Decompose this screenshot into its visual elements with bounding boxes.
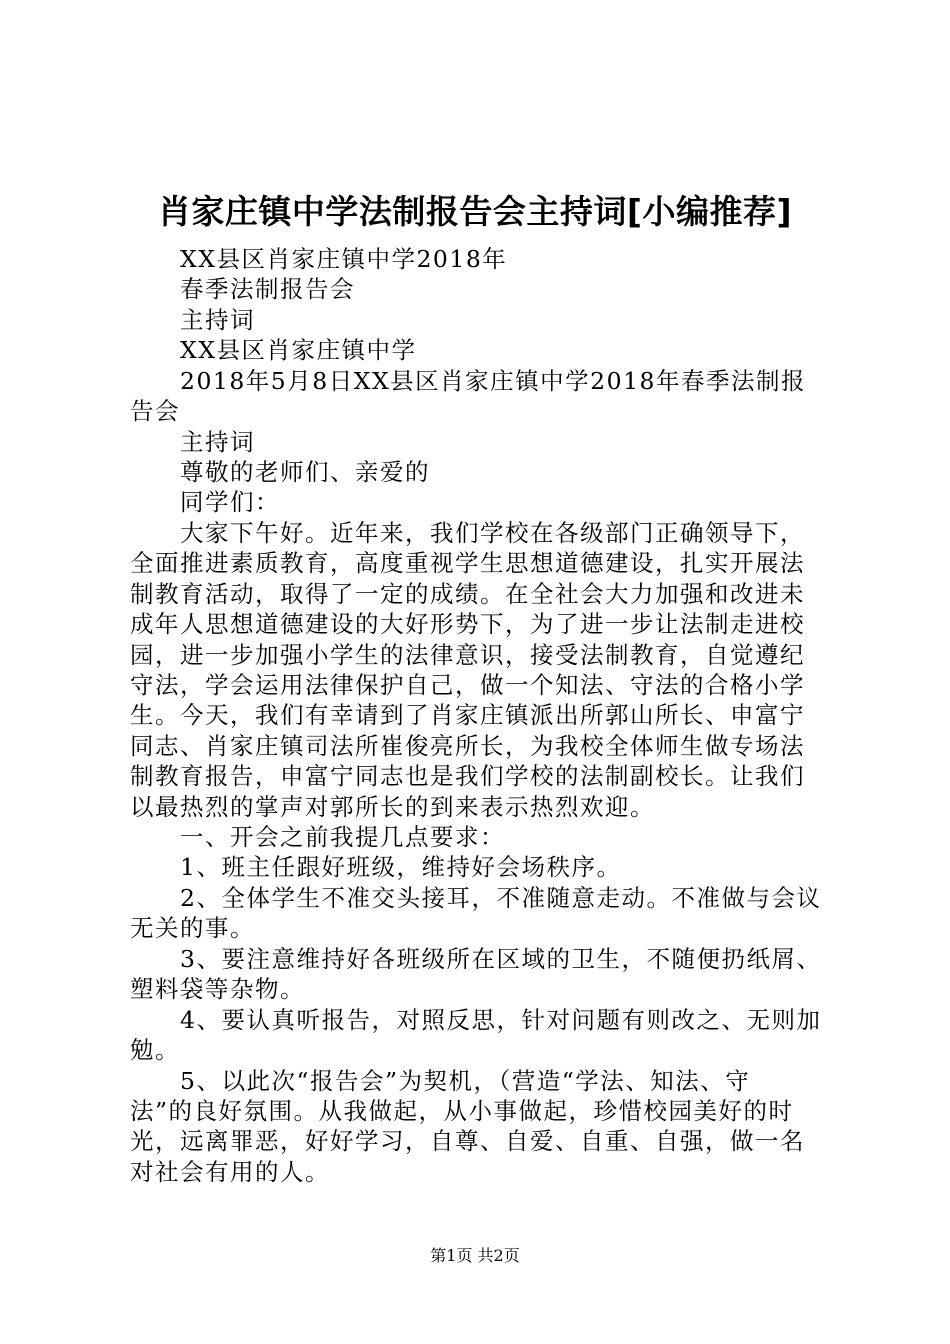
- body-line: 生。今天，我们有幸请到了肖家庄镇派出所郭山所长、申富宁: [130, 701, 805, 729]
- body-line: 一、开会之前我提几点要求：: [180, 823, 505, 851]
- body-line: 大家下午好。近年来，我们学校在各级部门正确领导下，: [180, 519, 805, 547]
- document-title: 肖家庄镇中学法制报告会主持词[小编推荐]: [157, 192, 793, 231]
- body-line: 春季法制报告会: [180, 275, 355, 303]
- body-line: 5、以此次“报告会”为契机，（营造“学法、知法、守: [180, 1067, 751, 1095]
- body-line: 塑料袋等杂物。: [130, 975, 305, 1003]
- body-line: 同学们：: [180, 488, 280, 516]
- body-line: 以最热烈的掌声对郭所长的到来表示热烈欢迎。: [130, 793, 655, 821]
- body-line: 4、要认真听报告，对照反思，针对问题有则改之、无则加: [180, 1006, 822, 1034]
- body-line: 成年人思想道德建设的大好形势下，为了进一步让法制走进校: [130, 610, 805, 638]
- page-number: 第1页 共2页: [430, 1246, 520, 1265]
- body-line: 制教育活动，取得了一定的成绩。在全社会大力加强和改进未: [130, 580, 805, 608]
- body-line: 守法，学会运用法律保护自己，做一个知法、守法的合格小学: [130, 671, 805, 699]
- body-line: 制教育报告，申富宁同志也是我们学校的法制副校长。让我们: [130, 762, 805, 790]
- body-line: 光，远离罪恶，好好学习，自尊、自爱、自重、自强，做一名: [130, 1127, 805, 1155]
- body-line: 主持词: [180, 428, 255, 456]
- body-line: 2018年5月8日XX县区肖家庄镇中学2018年春季法制报: [180, 367, 806, 395]
- body-line: 无关的事。: [130, 914, 255, 942]
- body-line: 同志、肖家庄镇司法所崔俊亮所长，为我校全体师生做专场法: [130, 732, 805, 760]
- body-line: 3、要注意维持好各班级所在区域的卫生，不随便扔纸屑、: [180, 945, 822, 973]
- body-line: 主持词: [180, 306, 255, 334]
- body-line: 勉。: [130, 1036, 180, 1064]
- body-line: 尊敬的老师们、亲爱的: [180, 458, 430, 486]
- body-line: 法”的良好氛围。从我做起，从小事做起，珍惜校园美好的时: [130, 1097, 794, 1125]
- body-line: 2、全体学生不准交头接耳，不准随意走动。不准做与会议: [180, 884, 822, 912]
- body-line: 1、班主任跟好班级，维持好会场秩序。: [180, 853, 622, 881]
- body-line: 园，进一步加强小学生的法律意识，接受法制教育，自觉遵纪: [130, 641, 805, 669]
- body-line: 全面推进素质教育，高度重视学生思想道德建设，扎实开展法: [130, 549, 805, 577]
- body-line: 告会: [130, 397, 180, 425]
- body-line: XX县区肖家庄镇中学2018年: [180, 245, 508, 273]
- body-line: XX县区肖家庄镇中学: [180, 336, 417, 364]
- body-line: 对社会有用的人。: [130, 1158, 330, 1186]
